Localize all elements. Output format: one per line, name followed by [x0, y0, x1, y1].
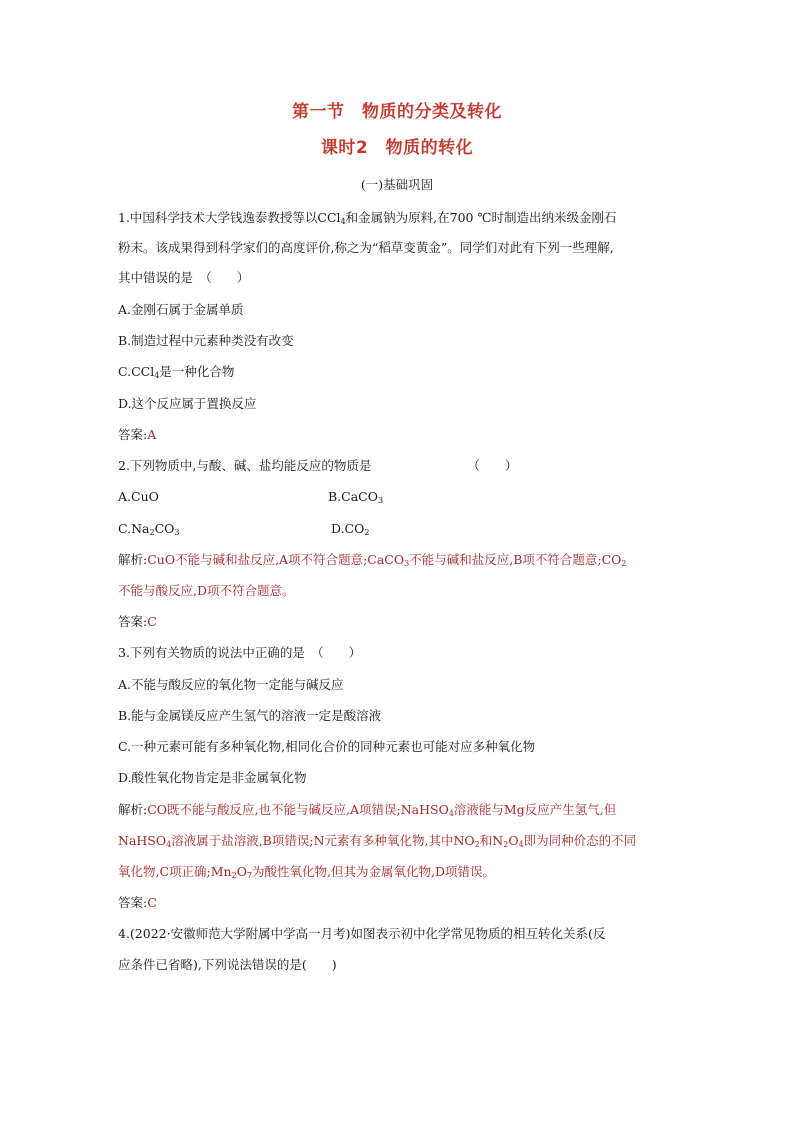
q2-answer: 答案:C [118, 614, 157, 629]
q3-option-a: A.不能与酸反应的氧化物一定能与碱反应 [118, 677, 344, 692]
lesson-title: 课时2 物质的转化 [320, 138, 474, 158]
q4-stem-line2: 应条件已省略),下列说法错误的是( ) [118, 957, 337, 972]
section-heading: (一)基础巩固 [360, 177, 434, 192]
chapter-title: 第一节 物质的分类及转化 [292, 102, 502, 122]
q1-stem-line3: 其中错误的是 （ ） [118, 270, 250, 285]
q3-explanation-line3: 氧化物,C项正确$;Mn_2O_7$为酸性氧化物,但其为金属氧化物,D项错误。 [118, 864, 496, 880]
q2-option-d: $D.CO_2$ [331, 521, 370, 537]
q3-answer: 答案:C [118, 895, 157, 910]
q2-explanation-line1: 解析:CuO不能与碱和盐反应,A项不符合题意;CaCO$_3$不能与碱和盐反应,B项不符合题意$;CO_2$ [118, 552, 627, 568]
q4-stem-line1: 4.(2022·安徽师范大学附属中学高一月考)如图表示初中化学常见物质的相互转化关系(反 [118, 926, 606, 941]
q1-stem-line2: 粉末。该成果得到科学家们的高度评价,称之为“稻草变黄金”。同学们对此有下列一些理解, [118, 240, 614, 255]
q1-option-a: A.金刚石属于金属单质 [118, 302, 244, 317]
q1-option-b: B.制造过程中元素种类没有改变 [118, 333, 294, 348]
q3-option-d: D.酸性氧化物肯定是非金属氧化物 [118, 770, 307, 785]
q3-option-c: C.一种元素可能有多种氧化物,相同化合价的同种元素也可能对应多种氧化物 [118, 739, 536, 754]
q3-explanation-line2: NaHSO$_4$溶液属于盐溶液,B项错误;N元素有多种氧化物,其中$NO_2$和$N_2O_4$即为同种价态的不同 [118, 833, 637, 849]
q3-explanation-line1: 解析:CO既不能与酸反应,也不能与碱反应,A项错误;NaHSO$_4$溶液能与Mg反应产生氢气,但 [118, 802, 617, 818]
q1-stem-line1: 1.中国科学技术大学钱逸泰教授等以CCl$_4$和金属钠为原料,在700 ℃时制造出纳米级金刚石 [118, 210, 617, 226]
q2-option-b: B.CaCO$_3$ [328, 489, 384, 505]
q3-option-b: B.能与金属镁反应产生氢气的溶液一定是酸溶液 [118, 708, 382, 723]
q3-stem: 3.下列有关物质的说法中正确的是 （ ） [118, 645, 362, 660]
q2-option-a: A.CuO [118, 489, 159, 504]
q2-option-c: $C.Na_2CO_3$ [118, 521, 180, 537]
q2-explanation-line2: 不能与酸反应,D项不符合题意。 [118, 583, 295, 598]
q1-answer: 答案:A [118, 427, 157, 442]
q2-stem: 2.下列物质中,与酸、碱、盐均能反应的物质是 （ ） [118, 458, 518, 473]
q1-option-c: C.CCl$_4$是一种化合物 [118, 364, 235, 380]
q1-option-d: D.这个反应属于置换反应 [118, 396, 257, 411]
